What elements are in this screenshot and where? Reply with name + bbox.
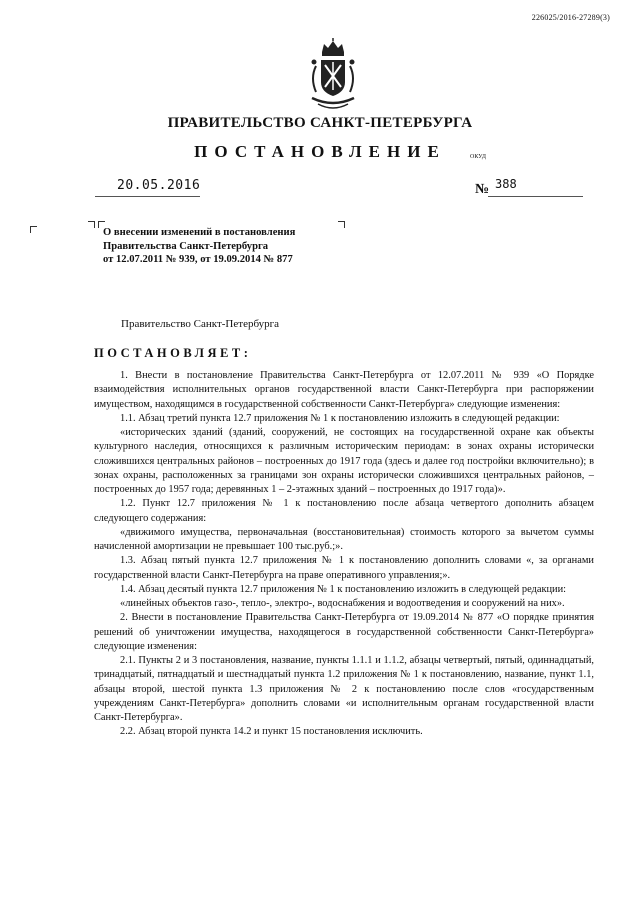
- document-subject: [103, 226, 363, 267]
- okud-label: ОКУД: [470, 154, 486, 160]
- document-type-title: ПОСТАНОВЛЕНИЕ: [194, 142, 446, 161]
- paragraph: 1. Внести в постановление Правительства Санкт-Петербурга от 12.07.2011 № 939 «О Порядке взаимодействия исполнительных органов государственной власти Санкт-Петербурга при распоряжении имуществом, находящимся в государственной собственности Санкт-Петербурга» следующие изменения:: [94, 370, 594, 410]
- resolves-heading: ПОСТАНОВЛЯЕТ:: [94, 346, 252, 360]
- paragraph: 2.1. Пункты 2 и 3 постановления, название, пункты 1.1.1 и 1.1.2, абзацы четвертый, пятый, одиннадцатый, тринадцатый, пятнадцатый и шестнадцатый пункта 1.2 приложения № 1 к постановлению, название, пункт 1.1, абзацы второй, шестой пункта 1.3 приложения № 2 к постановлению после слов «государственным учреждениям Санкт-Петербурга» дополнить словами «и исполнительным органам государственной власти Санкт-Петербурга».: [94, 655, 594, 723]
- document-date: 20.05.2016: [117, 178, 201, 193]
- government-title: ПРАВИТЕЛЬСТВО САНКТ-ПЕТЕРБУРГА: [167, 115, 473, 131]
- paragraph: «движимого имущества, первоначальная (восстановительная) стоимость которого за вычетом суммы начисленной амортизации не превышает 100 тыс.руб.;».: [94, 526, 594, 552]
- paragraph: 2. Внести в постановление Правительства Санкт-Петербурга от 19.09.2014 № 877 «О порядке принятия решений об уничтожении имущества, находящегося в государственной собственности Санкт-Петербурга» следующие изменения:: [94, 612, 594, 652]
- paragraph: 1.1. Абзац третий пункта 12.7 приложения № 1 к постановлению изложить в следующей редакции:: [120, 412, 560, 424]
- paragraph: 1.4. Абзац десятый пункта 12.7 приложения № 1 к постановлению изложить в следующей редакции:: [120, 583, 567, 595]
- document-number-value: 388: [495, 177, 517, 191]
- paragraph: «исторических зданий (зданий, сооружений, не состоящих на государственной охране как объекты культурного наследия, относящихся к различным историческим периодам: в зонах охраны исторически сложившихся центральных районов – построенных до 1917 года (здесь и далее год постройки включительно); в зонах охраны, расположенных за границами зон охраны исторически сложившихся центральных районов, – построенных до 1957 года; деревянных 1 – 2-этажных зданий – построенных до 1917 года)».: [94, 427, 594, 495]
- paragraph: 1.3. Абзац пятый пункта 12.7 приложения № 1 к постановлению дополнить словами «, за органами государственной власти Санкт-Петербурга на праве оперативного управления;».: [94, 555, 594, 581]
- subject-line: Правительства Санкт-Петербурга: [103, 240, 269, 252]
- corner-bracket-icon: [30, 226, 37, 233]
- subject-line: от 12.07.2011 № 939, от 19.09.2014 № 877: [103, 254, 293, 265]
- document-body: [94, 369, 594, 740]
- number-underline: [488, 196, 583, 197]
- subject-line: О внесении изменений в постановления: [103, 227, 296, 238]
- intro-text: Правительство Санкт-Петербурга: [121, 318, 280, 330]
- corner-bracket-icon: [88, 221, 95, 228]
- paragraph: 2.2. Абзац второй пункта 14.2 и пункт 15 постановления исключить.: [120, 726, 423, 738]
- document-number: 226025/2016-27289(3): [531, 13, 610, 22]
- date-underline: [95, 196, 200, 197]
- paragraph: 1.2. Пункт 12.7 приложения № 1 к постановлению после абзаца четвертого дополнить абзацем следующего содержания:: [94, 498, 594, 524]
- paragraph: «линейных объектов газо-, тепло-, электро-, водоснабжения и водоотведения и сооружений на них».: [120, 598, 565, 609]
- number-sign: №: [475, 182, 490, 197]
- coat-of-arms-icon: [302, 38, 364, 116]
